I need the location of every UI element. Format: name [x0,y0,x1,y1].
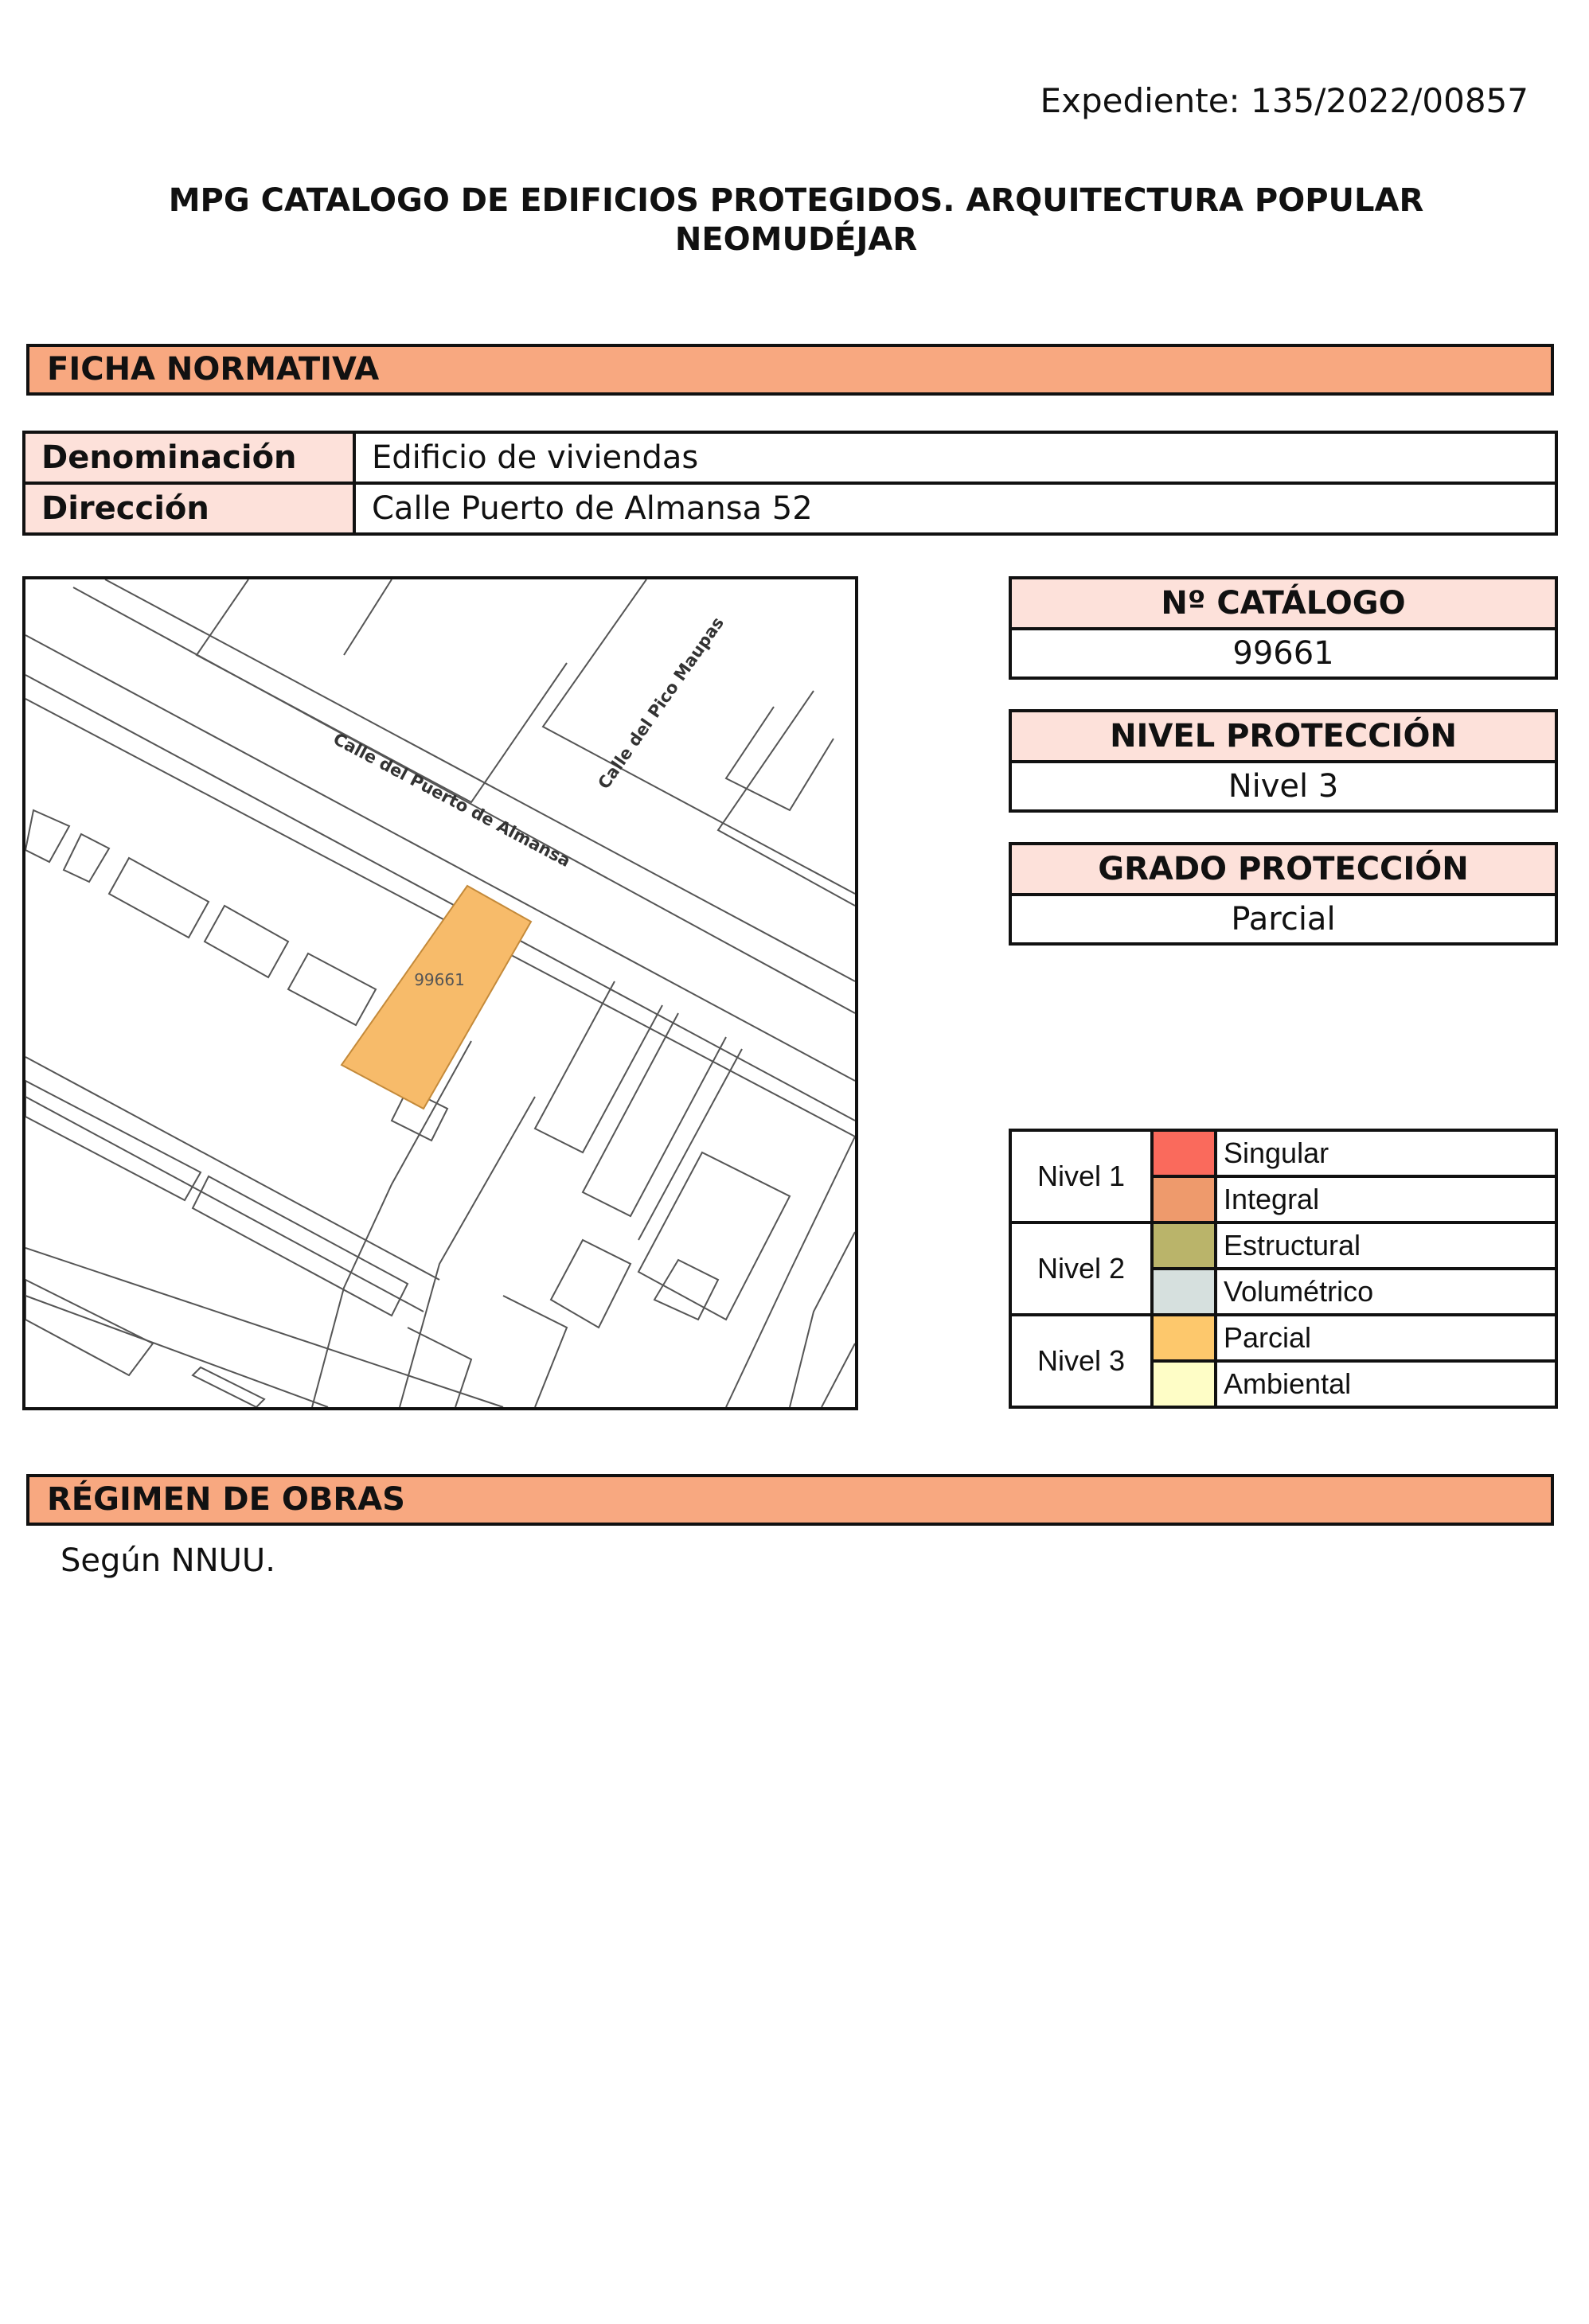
street-label-pico-maupas: Calle del Pico Maupas [594,613,728,793]
grado-proteccion-value: Parcial [1231,901,1336,938]
location-map [22,576,858,1410]
direccion-label: Dirección [24,483,354,534]
expediente-number: Expediente: 135/2022/00857 [1040,81,1528,120]
legend-item-volumetrico: Volumétrico [1216,1269,1556,1315]
legend-row [1010,1222,1556,1269]
direccion-row [24,483,1556,534]
nivel-proteccion-box [1009,709,1558,813]
legend-row [1010,1315,1556,1361]
legend-group-nivel-1: Nivel 1 [1010,1130,1152,1222]
legend-swatch-estructural [1152,1222,1216,1269]
title-line-2: NEOMUDÉJAR [674,221,918,258]
nivel-proteccion-value: Nivel 3 [1228,768,1339,805]
legend-item-integral: Integral [1216,1176,1556,1222]
legend-group-nivel-3: Nivel 3 [1010,1315,1152,1407]
info-table [22,431,1558,536]
highlighted-parcel [342,886,531,1109]
legend-item-parcial: Parcial [1216,1315,1556,1361]
legend-group-nivel-2: Nivel 2 [1010,1222,1152,1315]
legend-item-estructural: Estructural [1216,1222,1556,1269]
document-title [80,181,1513,259]
legend-swatch-parcial [1152,1315,1216,1361]
title-line-1: MPG CATALOGO DE EDIFICIOS PROTEGIDOS. ARQUITECTURA POPULAR [168,182,1424,219]
denominacion-value: Edificio de viviendas [354,432,1556,483]
catalogo-label: Nº CATÁLOGO [1012,579,1555,630]
legend-swatch-integral [1152,1176,1216,1222]
regimen-obras-text: Según NNUU. [61,1542,275,1579]
protection-legend [1009,1129,1558,1409]
legend-item-singular: Singular [1216,1130,1556,1176]
grado-proteccion-label: GRADO PROTECCIÓN [1012,845,1555,896]
nivel-proteccion-label: NIVEL PROTECCIÓN [1012,712,1555,763]
legend-swatch-volumetrico [1152,1269,1216,1315]
denominacion-row [24,432,1556,483]
direccion-value: Calle Puerto de Almansa 52 [354,483,1556,534]
grado-proteccion-box [1009,842,1558,946]
denominacion-label: Denominación [24,432,354,483]
catalogo-value: 99661 [1232,635,1334,672]
legend-swatch-ambiental [1152,1361,1216,1407]
ficha-normativa-heading: FICHA NORMATIVA [26,344,1554,396]
regimen-obras-heading: RÉGIMEN DE OBRAS [26,1474,1554,1526]
legend-swatch-singular [1152,1130,1216,1176]
map-drawing [25,579,855,1407]
legend-item-ambiental: Ambiental [1216,1361,1556,1407]
street-label-puerto-almansa: Calle del Puerto de Almansa [330,729,574,872]
parcel-number-label: 99661 [414,970,465,989]
catalogo-box [1009,576,1558,680]
legend-row [1010,1130,1556,1176]
